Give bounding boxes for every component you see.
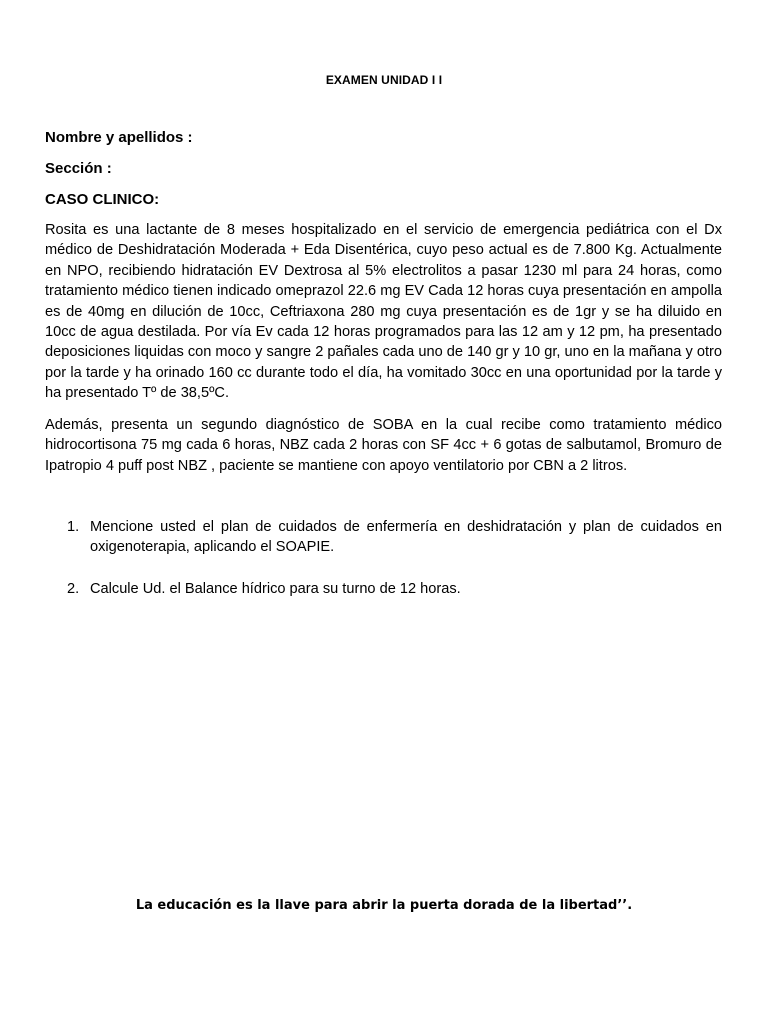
exam-title: EXAMEN UNIDAD I I (325, 73, 443, 87)
section-label: Sección : (45, 160, 112, 177)
question-number: 2. (67, 580, 80, 597)
question-number: 1. (67, 519, 80, 535)
question-list (45, 517, 722, 599)
question-item (45, 517, 722, 558)
question-text: Mencione usted el plan de cuidados de enfermería en deshidratación y plan de cuidados en oxigenoterapia, aplicando el SOAPIE. (90, 519, 722, 556)
case-paragraph-2: Además, presenta un segundo diagnóstico de SOBA en la cual recibe como tratamiento médico hidrocortisona 75 mg cada 6 horas, NBZ cada 2 horas con SF 4cc + 6 gotas de salbutamol, Bromuro de Ipatropio 4 puff post NBZ , paciente se mantiene con apoyo ventilatorio por CBN a 2 litros. (45, 417, 722, 474)
name-label: Nombre y apellidos : (45, 129, 193, 146)
case-heading: CASO CLINICO: (45, 191, 160, 208)
question-item (45, 579, 722, 599)
case-paragraph-1: Rosita es una lactante de 8 meses hospitalizado en el servicio de emergencia pediátrica con el Dx médico de Deshidratación Moderada + Eda Disentérica, cuyo peso actual es de 7.800 Kg. Actualmente en NPO, recibiendo hidratación EV Dextrosa al 5% electrolitos a pasar 1230 ml para 24 horas, como tratamiento médico tienen indicado omeprazol 22.6 mg EV Cada 12 horas cuya presentación en ampolla es de 40mg en dilución de 10cc, Ceftriaxona 280 mg cuya presentación es de 1gr y se ha diluido en 10cc de agua destilada. Por vía Ev cada 12 horas programados para las 12 am y 12 pm, ha presentado deposiciones liquidas con moco y sangre 2 pañales cada uno de 140 gr y 10 gr, uno en la mañana y otro por la tarde y ha orinado 160 cc durante todo el día, ha vomitado 30cc en una oportunidad por la tarde y ha presentado Tº de 38,5ºC. (45, 222, 722, 402)
footer-quote: La educación es la llave para abrir la puerta dorada de la libertad’’. (135, 898, 633, 913)
question-text: Calcule Ud. el Balance hídrico para su turno de 12 horas. (90, 580, 461, 597)
